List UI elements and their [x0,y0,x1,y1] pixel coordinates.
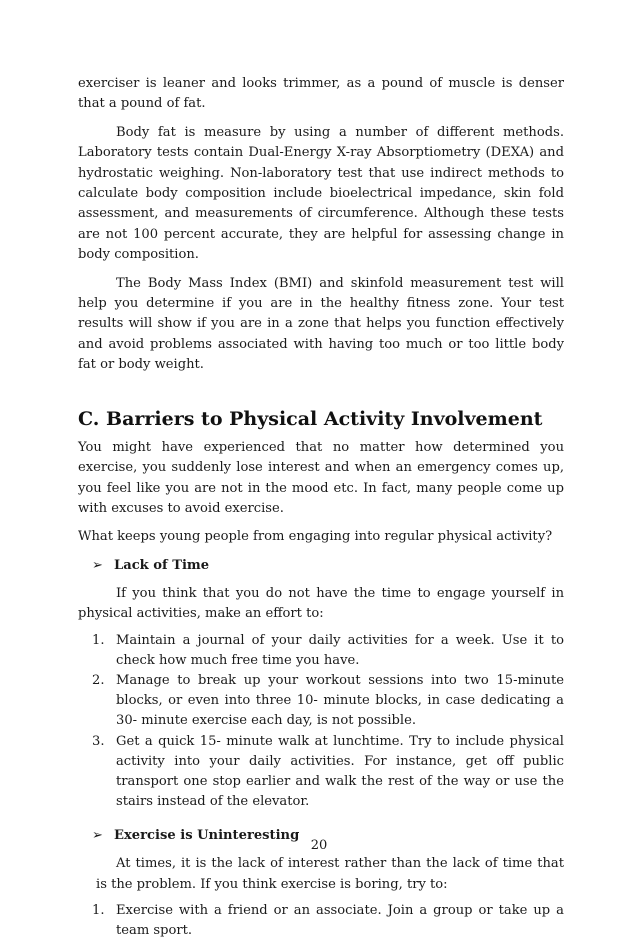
bullet-lack-of-time [78,556,564,576]
list-item: 2. Manage to break up your workout sessions into two 15-minute blocks, or even into three 10- minute blocks, in case dedicating a 30- minute exercise each day, is not possible. [92,672,564,729]
arrow-bullet-icon: ➢ [92,828,103,844]
document-page [78,74,564,942]
section-question: What keeps young people from engaging into regular physical activity? [78,529,553,545]
paragraph-continuation: exerciser is leaner and looks trimmer, as a pound of muscle is denser that a pound of fat. [78,76,564,112]
uninteresting-list [78,901,564,941]
lack-of-time-intro: If you think that you do not have the time to engage yourself in physical activities, make an effort to: [78,585,564,622]
list-item: 1. Exercise with a friend or an associate. Join a group or take up a team sport. [92,903,564,939]
bullet-title: Exercise is Uninteresting [114,828,300,844]
section-heading: C. Barriers to Physical Activity Involvement [78,407,543,430]
bullet-title: Lack of Time [114,557,210,573]
list-item: 3. Get a quick 15- minute walk at lunchtime. Try to include physical activity into your daily activities. For instance, get off public transport one stop earlier and walk the rest of the way or use the stairs instead of the elevator. [92,733,564,810]
lack-of-time-list [78,631,564,813]
paragraph-bmi: The Body Mass Index (BMI) and skinfold measurement test will help you determine if you are in the healthy fitness zone. Your test results will show if you are in a zone that helps you function effectively and avoid problems associated with having too much or too little body fat or body weight. [78,275,564,373]
page-number: 20 [310,838,328,853]
arrow-bullet-icon: ➢ [92,557,103,573]
list-item: 1. Maintain a journal of your daily activities for a week. Use it to check how much free time you have. [92,632,564,668]
uninteresting-intro: At times, it is the lack of interest rather than the lack of time that is the problem. If you think exercise is boring, try to: [96,856,564,892]
section-intro: You might have experienced that no matter how determined you exercise, you suddenly lose interest and when an emergency comes up, you feel like you are not in the mood etc. In fact, many people come up with excuses to avoid exercise. [78,439,564,516]
paragraph-body-fat: Body fat is measure by using a number of different methods. Laboratory tests contain Dual-Energy X-ray Absorptiometry (DEXA) and hydrostatic weighing. Non-laboratory test that use indirect methods to calculate body composition include bioelectrical impedance, skin fold assessment, and measurements of circumference. Although these tests are not 100 percent accurate, they are helpful for assessing change in body composition. [78,124,564,263]
